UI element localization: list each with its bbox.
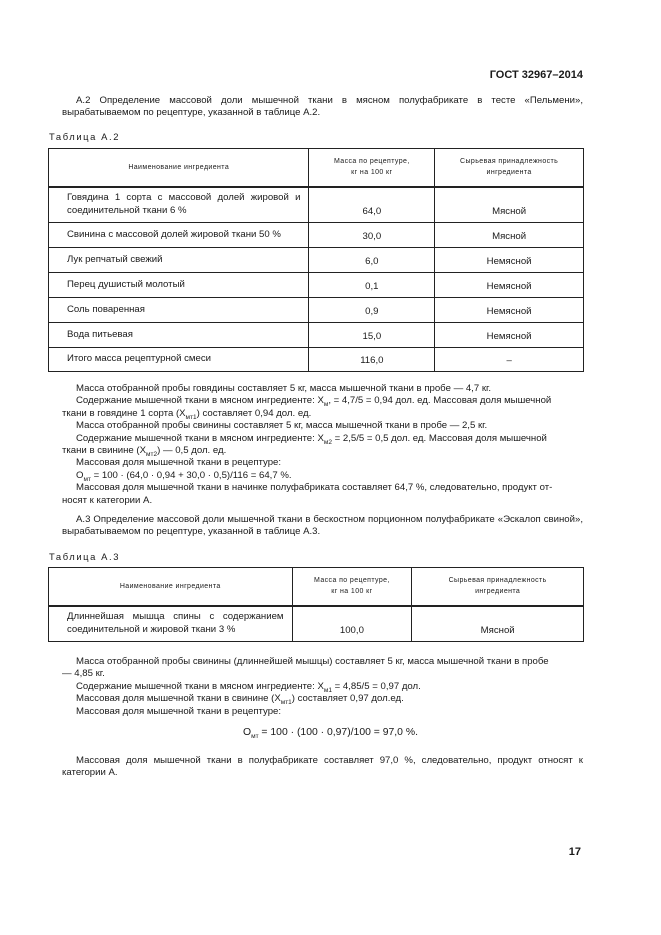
ingredient-origin: Мясной [435,223,584,248]
calc-line: ткани в говядине 1 сорта $(X_{мт1})$ составляет 0,94 дол. ед. [62,407,312,421]
table-row [49,223,584,248]
section-a2-calculation [62,383,583,507]
section-a3-conclusion: Массовая доля мышечной ткани в полуфабрикате составляет 97,0 %, следовательно, продукт относят к категории А. [62,755,583,779]
ingredient-name: Итого масса рецептурной смеси [49,348,309,372]
ingredient-name: Перец душистый молотый [49,273,309,298]
table-a2 [48,148,584,372]
calc-line: Масса отобранной пробы говядины составляет 5 кг, масса мышечной ткани в пробе — 4,7 кг. [76,383,492,394]
ingredient-mass: 0,1 [309,273,435,298]
ingredient-origin: – [435,348,584,372]
ingredient-name: Вода питьевая [49,323,309,348]
ingredient-mass: 15,0 [309,323,435,348]
table-row [49,273,584,298]
calc-line: Содержание мышечной ткани в мясном ингредиенте: $X_{м1} = 4,85/5 = 0,97$ дол. [76,680,421,694]
calc-line: Содержание мышечной ткани в мясном ингредиенте: $X_м$, = 4,7/5 = 0,94 дол. ед. Массовая доля мышечной [76,395,552,409]
table-row [49,298,584,323]
calc-line: Содержание мышечной ткани в мясном ингредиенте: $X_{м2} = 2,5/5 = 0,5$ дол. ед. Массовая доля мышечной [76,432,547,446]
ingredient-origin: Немясной [435,273,584,298]
page-number: 17 [568,846,581,858]
table-a2-header-origin-line2: ингредиента [486,169,532,177]
table-a3-header-origin-line2: ингредиента [475,588,521,596]
ingredient-origin: Немясной [435,323,584,348]
table-a2-header-mass-line1: Масса по рецептуре, [333,158,410,166]
document-standard-number: ГОСТ 32967–2014 [489,69,583,81]
ingredient-mass: 100,0 [292,606,412,642]
ingredient-name: Соль поваренная [49,298,309,323]
section-a3-calculation [62,656,583,718]
calc-line: $О_{мт} = 100 \cdot (64,0 \cdot 0,94 + 30,0 \cdot 0,5)/116 = 64,7$ %. [76,469,292,483]
ingredient-origin: Мясной [435,187,584,223]
table-a3-header-mass-line2: кг на 100 кг [331,588,373,596]
ingredient-name: Лук репчатый свежий [49,248,309,273]
table-a3-header-mass [292,568,412,606]
table-row-total [49,348,584,372]
table-a2-header-origin [435,149,584,187]
ingredient-name: Свинина с массовой долей жировой ткани 50 % [49,223,309,248]
calc-line: Масса отобранной пробы свинины (длиннейшей мышцы) составляет 5 кг, масса мышечной ткани в пробе [76,656,549,667]
table-row [49,606,584,642]
ingredient-origin: Немясной [435,248,584,273]
table-row [49,187,584,223]
table-a3-caption: Таблица А.3 [49,551,121,562]
calc-line: Массовая доля мышечной ткани в начинке полуфабриката составляет 64,7 %, следовательно, продукт от- [76,482,553,494]
table-a2-header-name: Наименование ингредиента [49,149,309,187]
ingredient-origin: Немясной [435,298,584,323]
ingredient-mass: 6,0 [309,248,435,273]
table-a2-caption: Таблица А.2 [49,131,121,142]
section-a2-title: А.2 Определение массовой доли мышечной ткани в мясном полуфабрикате в тесте «Пельмени», вырабатываемом по рецептуре, указанной в таблице А.2. [62,95,583,119]
calc-line: Массовая доля мышечной ткани в свинине $(X_{мт1})$ составляет 0,97 дол.ед. [76,693,404,707]
table-a3-header-mass-line1: Масса по рецептуре, [314,577,390,585]
ingredient-name: Длиннейшая мышца спины с содержанием соединительной и жировой ткани 3 % [49,606,293,642]
ingredient-origin: Мясной [412,606,584,642]
calc-line: Массовая доля мышечной ткани в рецептуре: [76,705,282,717]
ingredient-mass: 0,9 [309,298,435,323]
ingredient-mass: 30,0 [309,223,435,248]
calc-line: Масса отобранной пробы свинины составляет 5 кг, масса мышечной ткани в пробе — 2,5 кг. [76,420,488,432]
table-row [49,248,584,273]
table-row [49,323,584,348]
table-a3 [48,567,584,642]
ingredient-mass: 116,0 [309,348,435,372]
table-a3-header-name: Наименование ингредиента [49,568,293,606]
table-a3-header-origin [412,568,584,606]
calc-line: Массовая доля мышечной ткани в рецептуре: [76,457,282,469]
section-a3-title: А.3 Определение массовой доли мышечной ткани в бескостном порционном полуфабрикате «Эскалоп свиной», вырабатываемом по рецептуре, указанной в таблице А.3. [62,514,583,538]
formula-a3: $О_{мт} = 100 \cdot (100 \cdot 0,97)/100 = 97,0$ %. [243,727,418,741]
calc-line: ткани в свинине $(X_{мт2})$ — 0,5 дол. ед. [62,445,227,458]
calc-line: — 4,85 кг. [62,668,105,680]
ingredient-name: Говядина 1 сорта с массовой долей жировой и соединительной ткани 6 % [49,187,309,223]
calc-line: носят к категории А. [62,494,153,506]
table-a2-header-mass [309,149,435,187]
table-a2-header-mass-line2: кг на 100 кг [351,169,393,177]
ingredient-mass: 64,0 [309,187,435,223]
table-a3-header-origin-line1: Сырьевая принадлежность [448,577,547,585]
table-a2-header-origin-line1: Сырьевая принадлежность [460,158,559,166]
